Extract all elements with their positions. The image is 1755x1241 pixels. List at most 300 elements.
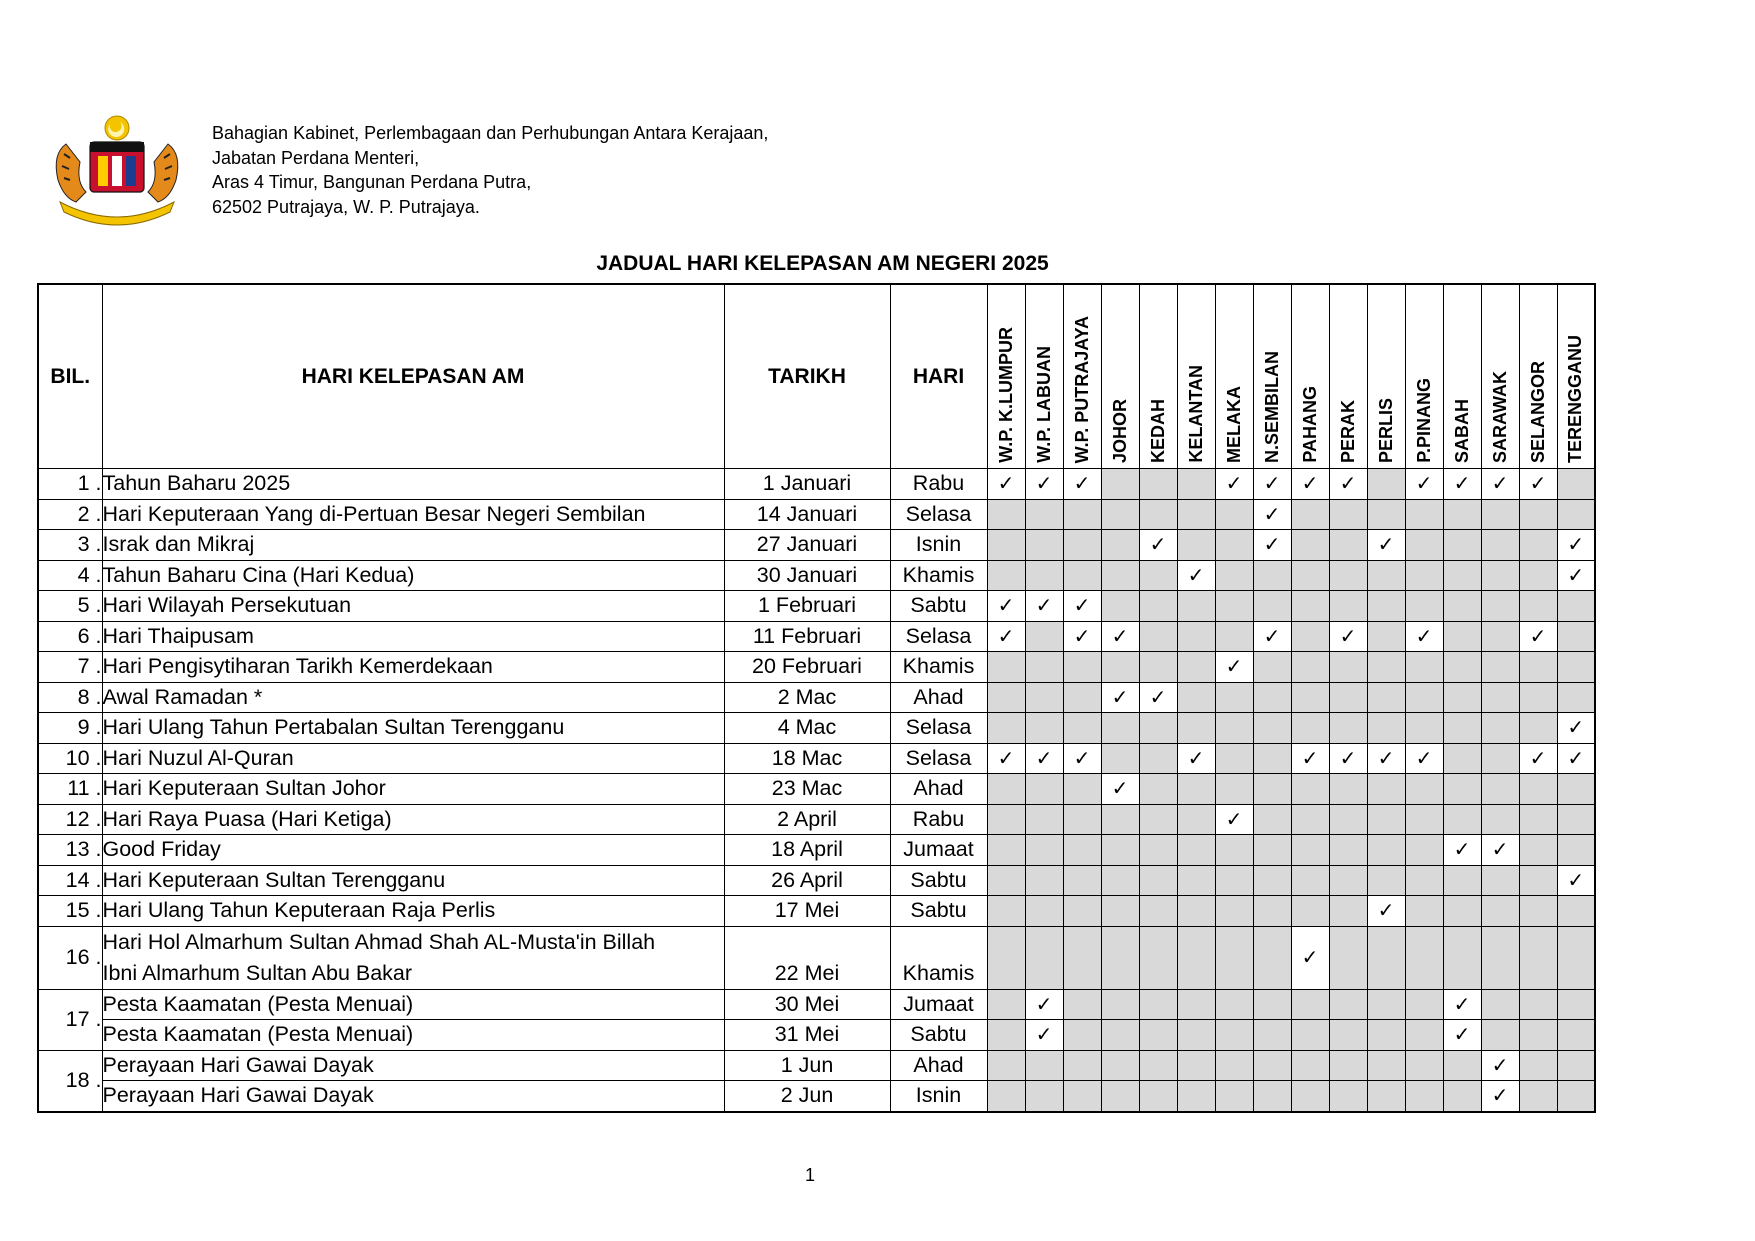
empty-cell <box>1329 713 1367 744</box>
holiday-date: 2 April <box>724 804 890 835</box>
empty-cell <box>1101 530 1139 561</box>
empty-cell <box>1063 989 1101 1020</box>
holiday-check-mark: ✓ <box>987 743 1025 774</box>
empty-cell <box>1215 621 1253 652</box>
empty-cell <box>1139 804 1177 835</box>
row-number: 16 . <box>38 926 102 989</box>
holiday-date: 14 Januari <box>724 499 890 530</box>
empty-cell <box>987 713 1025 744</box>
row-number: 9 . <box>38 713 102 744</box>
empty-cell <box>1139 1081 1177 1112</box>
holiday-name: Hari Raya Puasa (Hari Ketiga) <box>102 804 724 835</box>
holiday-name: Hari Thaipusam <box>102 621 724 652</box>
empty-cell <box>1443 865 1481 896</box>
holiday-check-mark: ✓ <box>1443 1020 1481 1051</box>
empty-cell <box>1139 835 1177 866</box>
holiday-day: Jumaat <box>890 989 987 1020</box>
table-row <box>38 591 1595 622</box>
empty-cell <box>1557 835 1595 866</box>
empty-cell <box>1557 1050 1595 1081</box>
state-name: P.PINANG <box>1413 378 1434 463</box>
holiday-check-mark: ✓ <box>1519 743 1557 774</box>
holiday-check-mark: ✓ <box>1557 713 1595 744</box>
empty-cell <box>1443 682 1481 713</box>
empty-cell <box>1101 926 1139 989</box>
empty-cell <box>1481 682 1519 713</box>
row-number: 14 . <box>38 865 102 896</box>
empty-cell <box>987 682 1025 713</box>
holiday-date: 20 Februari <box>724 652 890 683</box>
empty-cell <box>1215 591 1253 622</box>
row-number: 10 . <box>38 743 102 774</box>
holiday-day: Rabu <box>890 804 987 835</box>
empty-cell <box>1519 591 1557 622</box>
empty-cell <box>1557 591 1595 622</box>
holiday-name-line: Ibni Almarhum Sultan Abu Bakar <box>102 960 413 985</box>
empty-cell <box>1443 743 1481 774</box>
empty-cell <box>1329 499 1367 530</box>
empty-cell <box>1063 499 1101 530</box>
holiday-check-mark: ✓ <box>987 469 1025 500</box>
state-column-header <box>1557 284 1595 469</box>
empty-cell <box>1063 652 1101 683</box>
state-name: KEDAH <box>1147 398 1168 463</box>
table-row <box>38 743 1595 774</box>
empty-cell <box>1101 804 1139 835</box>
empty-cell <box>987 1020 1025 1051</box>
empty-cell <box>1253 1020 1291 1051</box>
empty-cell <box>1519 926 1557 989</box>
holiday-name: Hari Keputeraan Yang di-Pertuan Besar Negeri Sembilan <box>102 499 724 530</box>
empty-cell <box>1025 774 1063 805</box>
empty-cell <box>1101 989 1139 1020</box>
holiday-check-mark: ✓ <box>1215 469 1253 500</box>
state-name: MELAKA <box>1223 386 1244 463</box>
empty-cell <box>1405 591 1443 622</box>
row-number: 5 . <box>38 591 102 622</box>
holiday-table <box>37 283 1596 1113</box>
table-row <box>38 989 1595 1020</box>
empty-cell <box>1215 530 1253 561</box>
empty-cell <box>1177 621 1215 652</box>
empty-cell <box>1481 743 1519 774</box>
empty-cell <box>1253 774 1291 805</box>
empty-cell <box>1063 1020 1101 1051</box>
empty-cell <box>1101 1020 1139 1051</box>
empty-cell <box>1063 835 1101 866</box>
holiday-date: 27 Januari <box>724 530 890 561</box>
empty-cell <box>1139 499 1177 530</box>
holiday-day: Sabtu <box>890 591 987 622</box>
empty-cell <box>1253 713 1291 744</box>
holiday-date: 2 Jun <box>724 1081 890 1112</box>
empty-cell <box>1063 560 1101 591</box>
empty-cell <box>1367 989 1405 1020</box>
empty-cell <box>1063 774 1101 805</box>
empty-cell <box>1025 621 1063 652</box>
empty-cell <box>1519 1081 1557 1112</box>
holiday-check-mark: ✓ <box>987 591 1025 622</box>
empty-cell <box>1405 560 1443 591</box>
empty-cell <box>1253 652 1291 683</box>
empty-cell <box>1215 743 1253 774</box>
empty-cell <box>1063 1081 1101 1112</box>
table-row <box>38 896 1595 927</box>
holiday-check-mark: ✓ <box>1139 530 1177 561</box>
empty-cell <box>1253 1050 1291 1081</box>
address-line: Jabatan Perdana Menteri, <box>212 147 420 168</box>
state-name: KELANTAN <box>1185 365 1206 463</box>
state-column-header <box>1139 284 1177 469</box>
empty-cell <box>1519 774 1557 805</box>
empty-cell <box>1557 1081 1595 1112</box>
empty-cell <box>1367 621 1405 652</box>
holiday-check-mark: ✓ <box>1101 682 1139 713</box>
empty-cell <box>1063 865 1101 896</box>
empty-cell <box>1367 591 1405 622</box>
empty-cell <box>1177 804 1215 835</box>
state-name: W.P. PUTRAJAYA <box>1071 315 1092 463</box>
empty-cell <box>1329 682 1367 713</box>
empty-cell <box>1329 560 1367 591</box>
column-header-name: HARI KELEPASAN AM <box>102 284 724 469</box>
empty-cell <box>1367 1050 1405 1081</box>
state-column-header <box>1025 284 1063 469</box>
table-row <box>38 560 1595 591</box>
empty-cell <box>1557 621 1595 652</box>
empty-cell <box>1329 865 1367 896</box>
empty-cell <box>1443 591 1481 622</box>
empty-cell <box>987 499 1025 530</box>
empty-cell <box>1063 682 1101 713</box>
empty-cell <box>987 865 1025 896</box>
empty-cell <box>1291 989 1329 1020</box>
empty-cell <box>1443 652 1481 683</box>
empty-cell <box>1481 713 1519 744</box>
empty-cell <box>1481 1020 1519 1051</box>
empty-cell <box>1025 1050 1063 1081</box>
holiday-check-mark: ✓ <box>1557 743 1595 774</box>
empty-cell <box>1519 804 1557 835</box>
empty-cell <box>1443 560 1481 591</box>
holiday-name: Hari Keputeraan Sultan Terengganu <box>102 865 724 896</box>
state-column-header <box>1253 284 1291 469</box>
empty-cell <box>1177 499 1215 530</box>
empty-cell <box>1177 1081 1215 1112</box>
row-number: 11 . <box>38 774 102 805</box>
holiday-check-mark: ✓ <box>1519 621 1557 652</box>
state-column-header <box>1063 284 1101 469</box>
empty-cell <box>1557 774 1595 805</box>
holiday-name <box>102 926 724 989</box>
empty-cell <box>1367 1020 1405 1051</box>
empty-cell <box>1557 989 1595 1020</box>
empty-cell <box>1443 774 1481 805</box>
row-number: 12 . <box>38 804 102 835</box>
empty-cell <box>1519 682 1557 713</box>
empty-cell <box>1557 469 1595 500</box>
empty-cell <box>1519 530 1557 561</box>
holiday-date: 1 Februari <box>724 591 890 622</box>
empty-cell <box>1557 682 1595 713</box>
address-line: 62502 Putrajaya, W. P. Putrajaya. <box>212 196 480 217</box>
empty-cell <box>1025 926 1063 989</box>
table-row <box>38 530 1595 561</box>
empty-cell <box>1481 530 1519 561</box>
holiday-check-mark: ✓ <box>1063 743 1101 774</box>
row-number: 17 . <box>38 989 102 1050</box>
table-row <box>38 865 1595 896</box>
row-number: 15 . <box>38 896 102 927</box>
empty-cell <box>1253 743 1291 774</box>
state-column-header <box>1443 284 1481 469</box>
empty-cell <box>1405 652 1443 683</box>
empty-cell <box>1139 560 1177 591</box>
holiday-date: 30 Januari <box>724 560 890 591</box>
empty-cell <box>987 560 1025 591</box>
state-column-header <box>1101 284 1139 469</box>
state-name: SELANGOR <box>1527 360 1548 463</box>
holiday-check-mark: ✓ <box>1443 989 1481 1020</box>
holiday-day: Ahad <box>890 774 987 805</box>
empty-cell <box>1291 1020 1329 1051</box>
row-number: 8 . <box>38 682 102 713</box>
holiday-check-mark: ✓ <box>1063 621 1101 652</box>
empty-cell <box>1063 926 1101 989</box>
empty-cell <box>1329 652 1367 683</box>
holiday-day: Ahad <box>890 1050 987 1081</box>
empty-cell <box>1177 530 1215 561</box>
empty-cell <box>1025 835 1063 866</box>
state-name: N.SEMBILAN <box>1261 351 1282 463</box>
empty-cell <box>1443 499 1481 530</box>
empty-cell <box>1291 499 1329 530</box>
table-row <box>38 774 1595 805</box>
empty-cell <box>1139 469 1177 500</box>
holiday-name: Perayaan Hari Gawai Dayak <box>102 1081 724 1112</box>
empty-cell <box>1253 865 1291 896</box>
empty-cell <box>1443 713 1481 744</box>
empty-cell <box>1481 774 1519 805</box>
empty-cell <box>1177 989 1215 1020</box>
empty-cell <box>987 1050 1025 1081</box>
empty-cell <box>1025 652 1063 683</box>
holiday-check-mark: ✓ <box>1443 469 1481 500</box>
empty-cell <box>987 774 1025 805</box>
empty-cell <box>1291 865 1329 896</box>
empty-cell <box>1443 896 1481 927</box>
holiday-check-mark: ✓ <box>1253 621 1291 652</box>
empty-cell <box>1291 621 1329 652</box>
state-name: SABAH <box>1451 398 1472 463</box>
empty-cell <box>1481 926 1519 989</box>
holiday-date: 18 April <box>724 835 890 866</box>
empty-cell <box>1101 499 1139 530</box>
empty-cell <box>1329 804 1367 835</box>
state-name: JOHOR <box>1109 398 1130 463</box>
empty-cell <box>1101 469 1139 500</box>
state-column-header <box>1405 284 1443 469</box>
empty-cell <box>1101 652 1139 683</box>
row-number: 6 . <box>38 621 102 652</box>
holiday-name: Hari Ulang Tahun Keputeraan Raja Perlis <box>102 896 724 927</box>
empty-cell <box>1329 774 1367 805</box>
empty-cell <box>1215 926 1253 989</box>
empty-cell <box>1329 530 1367 561</box>
empty-cell <box>1215 560 1253 591</box>
holiday-date: 30 Mei <box>724 989 890 1020</box>
empty-cell <box>987 804 1025 835</box>
empty-cell <box>1291 804 1329 835</box>
holiday-check-mark: ✓ <box>1025 743 1063 774</box>
empty-cell <box>1177 926 1215 989</box>
empty-cell <box>1101 713 1139 744</box>
empty-cell <box>1481 865 1519 896</box>
holiday-check-mark: ✓ <box>1405 469 1443 500</box>
empty-cell <box>1177 835 1215 866</box>
empty-cell <box>987 652 1025 683</box>
row-number: 3 . <box>38 530 102 561</box>
empty-cell <box>1177 774 1215 805</box>
empty-cell <box>1177 896 1215 927</box>
empty-cell <box>1025 499 1063 530</box>
column-header-date: TARIKH <box>724 284 890 469</box>
holiday-check-mark: ✓ <box>1481 1050 1519 1081</box>
row-number: 7 . <box>38 652 102 683</box>
holiday-check-mark: ✓ <box>1177 743 1215 774</box>
empty-cell <box>1405 804 1443 835</box>
empty-cell <box>1139 865 1177 896</box>
empty-cell <box>1025 560 1063 591</box>
holiday-check-mark: ✓ <box>1367 743 1405 774</box>
empty-cell <box>1519 713 1557 744</box>
holiday-check-mark: ✓ <box>1481 469 1519 500</box>
empty-cell <box>1443 804 1481 835</box>
empty-cell <box>1215 865 1253 896</box>
empty-cell <box>1139 591 1177 622</box>
empty-cell <box>1177 713 1215 744</box>
holiday-check-mark: ✓ <box>1291 743 1329 774</box>
state-name: TERENGGANU <box>1565 334 1586 463</box>
holiday-day: Selasa <box>890 621 987 652</box>
empty-cell <box>1291 1081 1329 1112</box>
empty-cell <box>1367 926 1405 989</box>
holiday-check-mark: ✓ <box>1291 926 1329 989</box>
empty-cell <box>1367 804 1405 835</box>
empty-cell <box>1063 530 1101 561</box>
empty-cell <box>1139 621 1177 652</box>
holiday-check-mark: ✓ <box>1101 621 1139 652</box>
state-column-header <box>1291 284 1329 469</box>
empty-cell <box>1329 926 1367 989</box>
holiday-date: 2 Mac <box>724 682 890 713</box>
holiday-check-mark: ✓ <box>1481 835 1519 866</box>
state-name: SARAWAK <box>1489 370 1510 463</box>
state-column-header <box>1329 284 1367 469</box>
empty-cell <box>1443 1050 1481 1081</box>
holiday-check-mark: ✓ <box>1253 469 1291 500</box>
empty-cell <box>1253 591 1291 622</box>
empty-cell <box>1291 652 1329 683</box>
empty-cell <box>1481 989 1519 1020</box>
row-number: 1 . <box>38 469 102 500</box>
state-column-header <box>1367 284 1405 469</box>
holiday-name: Awal Ramadan * <box>102 682 724 713</box>
holiday-day: Ahad <box>890 682 987 713</box>
empty-cell <box>1405 713 1443 744</box>
state-column-header <box>1177 284 1215 469</box>
holiday-name: Israk dan Mikraj <box>102 530 724 561</box>
empty-cell <box>1481 591 1519 622</box>
empty-cell <box>1557 926 1595 989</box>
empty-cell <box>1177 652 1215 683</box>
empty-cell <box>1215 774 1253 805</box>
holiday-day: Rabu <box>890 469 987 500</box>
empty-cell <box>1291 591 1329 622</box>
holiday-date: 26 April <box>724 865 890 896</box>
empty-cell <box>1215 1050 1253 1081</box>
holiday-day: Isnin <box>890 530 987 561</box>
empty-cell <box>1101 835 1139 866</box>
empty-cell <box>1367 713 1405 744</box>
empty-cell <box>1405 926 1443 989</box>
holiday-check-mark: ✓ <box>1025 469 1063 500</box>
holiday-name: Tahun Baharu 2025 <box>102 469 724 500</box>
holiday-check-mark: ✓ <box>987 621 1025 652</box>
table-row <box>38 682 1595 713</box>
holiday-name: Hari Keputeraan Sultan Johor <box>102 774 724 805</box>
empty-cell <box>1291 560 1329 591</box>
empty-cell <box>1519 560 1557 591</box>
empty-cell <box>1405 530 1443 561</box>
empty-cell <box>1405 682 1443 713</box>
empty-cell <box>987 896 1025 927</box>
state-column-header <box>1481 284 1519 469</box>
empty-cell <box>1101 865 1139 896</box>
empty-cell <box>1291 1050 1329 1081</box>
holiday-check-mark: ✓ <box>1215 652 1253 683</box>
holiday-day: Selasa <box>890 743 987 774</box>
holiday-check-mark: ✓ <box>1025 989 1063 1020</box>
holiday-day: Khamis <box>890 560 987 591</box>
empty-cell <box>1139 1050 1177 1081</box>
empty-cell <box>1291 530 1329 561</box>
empty-cell <box>1329 896 1367 927</box>
state-column-header <box>1519 284 1557 469</box>
table-row <box>38 1081 1595 1112</box>
holiday-check-mark: ✓ <box>1329 469 1367 500</box>
holiday-date: 23 Mac <box>724 774 890 805</box>
empty-cell <box>1253 926 1291 989</box>
empty-cell <box>1177 469 1215 500</box>
empty-cell <box>1291 713 1329 744</box>
holiday-check-mark: ✓ <box>1557 865 1595 896</box>
empty-cell <box>1101 743 1139 774</box>
empty-cell <box>1405 1020 1443 1051</box>
empty-cell <box>1557 652 1595 683</box>
empty-cell <box>1101 1050 1139 1081</box>
table-row <box>38 652 1595 683</box>
empty-cell <box>1329 1020 1367 1051</box>
empty-cell <box>1139 652 1177 683</box>
holiday-name: Pesta Kaamatan (Pesta Menuai) <box>102 1020 724 1051</box>
holiday-check-mark: ✓ <box>1405 621 1443 652</box>
empty-cell <box>1253 896 1291 927</box>
holiday-name-line: Hari Hol Almarhum Sultan Ahmad Shah AL-Musta'in Billah <box>102 929 656 954</box>
holiday-date: 22 Mei <box>724 926 890 989</box>
empty-cell <box>1481 804 1519 835</box>
empty-cell <box>1519 865 1557 896</box>
